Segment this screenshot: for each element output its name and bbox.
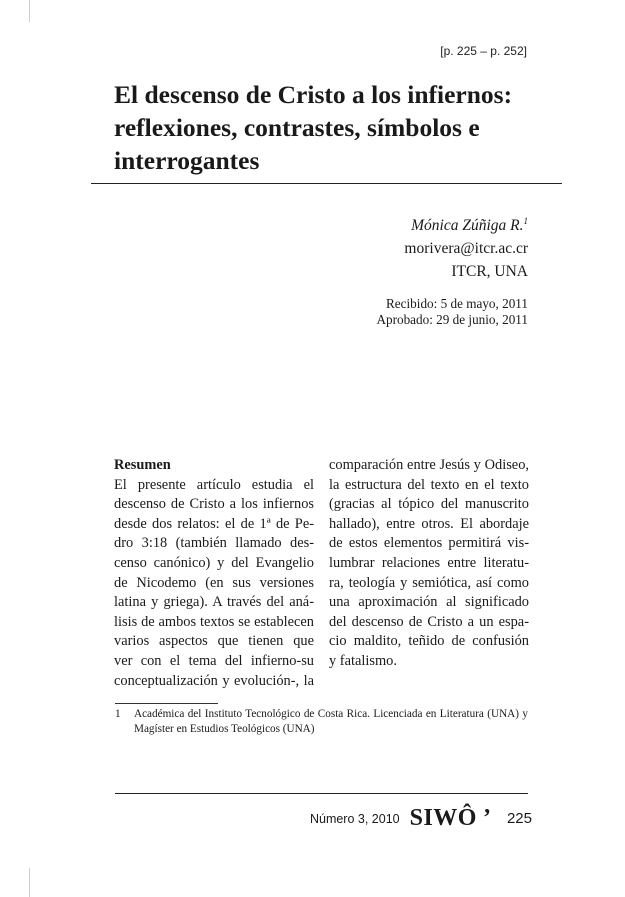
footnote <box>115 707 528 737</box>
abstract-line: (gracias al tópico del manuscrito <box>329 496 529 513</box>
title-divider <box>91 183 562 184</box>
received-date: Recibido: 5 de mayo, 2011 <box>386 296 528 311</box>
abstract-line: El presente artículo estudia el <box>114 476 314 493</box>
footnote-number: 1 <box>115 708 121 720</box>
abstract-line: desde dos relatos: el de 1ª de Pe- <box>114 515 314 532</box>
author-footnote-ref[interactable]: 1 <box>523 216 528 226</box>
abstract-line: conceptualización y evolución-, la <box>114 672 314 689</box>
page-range: [p. 225 – p. 252] <box>440 44 527 58</box>
abstract-line: la estructura del texto en el texto <box>329 476 529 493</box>
footnote-divider <box>115 703 218 704</box>
abstract-line: hallado), entre otros. El abordaje <box>329 515 529 532</box>
abstract-line: latina y griega). A través del aná- <box>114 594 314 611</box>
author-email[interactable]: morivera@itcr.ac.cr <box>404 240 528 257</box>
abstract-line: dro 3:18 (también llamado des- <box>114 535 314 552</box>
author-block <box>404 210 528 283</box>
page-number: 225 <box>506 810 532 827</box>
page-footer <box>310 806 532 830</box>
abstract-line: lisis de ambos textos se establecen <box>114 613 314 630</box>
binding-edge-top <box>29 0 30 22</box>
footnote-text: Académica del Instituto Tecnológico de Costa Rica. Licenciada en Literatura (UNA) y Magíster en Estudios Teológicos (UNA) <box>134 708 528 735</box>
abstract-line: y fatalismo. <box>329 652 397 669</box>
journal-logo: SIWÔ <box>409 805 477 831</box>
article-dates <box>376 296 528 328</box>
abstract-line: ra, teología y semiótica, así como <box>329 574 529 591</box>
abstract-line: varios aspectos que tienen que <box>114 633 314 650</box>
abstract-line: de Nicodemo (en sus versiones <box>114 574 314 591</box>
author-affiliation: ITCR, UNA <box>451 263 528 280</box>
abstract-heading: Resumen <box>114 457 171 473</box>
issue-label: Número 3, 2010 <box>309 812 400 826</box>
binding-edge-bottom <box>29 868 30 897</box>
abstract-line: cio maldito, teñido de confusión <box>329 633 529 650</box>
abstract-line: una aproximación al significado <box>329 594 529 611</box>
abstract-line: del descenso de Cristo a un espa- <box>329 613 529 630</box>
abstract-column-right <box>329 456 529 672</box>
article-title: El descenso de Cristo a los infiernos: reflexiones, contrastes, símbolos e interrogantes <box>114 80 513 175</box>
abstract-line: descenso de Cristo a los infiernos <box>114 496 314 513</box>
abstract-column-left <box>114 456 314 691</box>
footer-divider <box>115 793 528 794</box>
approved-date: Aprobado: 29 de junio, 2011 <box>376 312 528 327</box>
abstract-line: lumbrar relaciones entre literatu- <box>329 554 529 571</box>
journal-logo-mark: ’ <box>482 805 491 831</box>
abstract-line: comparación entre Jesús y Odiseo, <box>329 457 529 473</box>
abstract-line: de estos elementos permitirá vis- <box>329 535 529 552</box>
author-name: Mónica Zúñiga R.$^1$ <box>411 216 528 234</box>
abstract-line: ver con el tema del infierno-su <box>114 652 314 669</box>
abstract-line: censo canónico) y del Evangelio <box>114 554 314 571</box>
